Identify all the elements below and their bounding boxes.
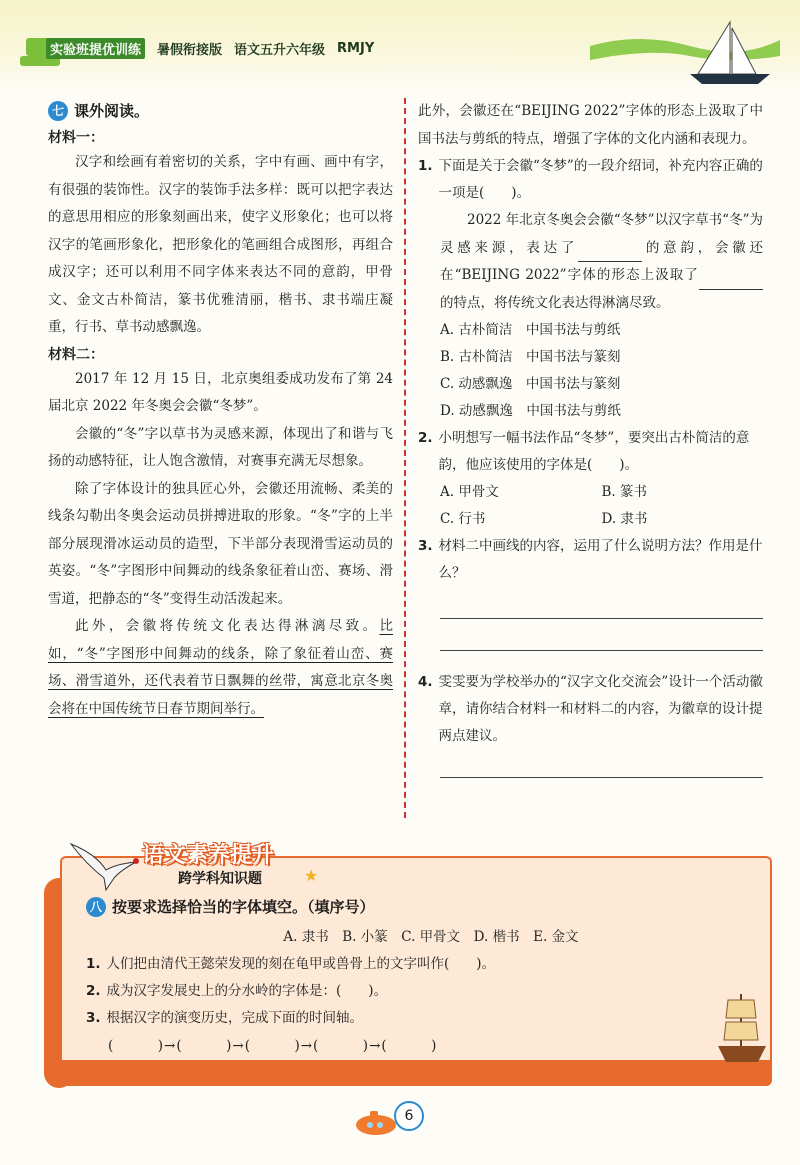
option-c[interactable]: C. 行书 xyxy=(440,511,486,527)
question-2-options xyxy=(418,479,763,533)
literacy-banner xyxy=(42,838,772,1088)
question-number: 1. xyxy=(418,158,433,174)
option-a[interactable]: A. 古朴简洁 中国书法与剪纸 xyxy=(440,322,621,338)
left-column xyxy=(48,100,393,723)
section-title: 按要求选择恰当的字体填空。（填序号） xyxy=(112,898,375,916)
right-column xyxy=(418,98,763,796)
series-brand: 实验班提优训练 xyxy=(46,38,145,59)
material-2-paragraph: 会徽的“冬”字以草书为灵感来源，体现出了和谐与飞扬的动感特征，让人饱含激情，对赛事充满无尽想象。 xyxy=(48,425,393,469)
fill-blank[interactable] xyxy=(699,274,763,290)
material-2-paragraph xyxy=(48,613,393,723)
sailboat-icon xyxy=(580,12,780,88)
question-3 xyxy=(86,1005,746,1032)
material-2-title: 材料二： xyxy=(48,346,104,363)
question-text: 成为汉字发展史上的分水岭的字体是：( )。 xyxy=(106,983,388,999)
header-title xyxy=(46,38,374,59)
question-stem: 雯雯要为学校举办的“汉字文化交流会”设计一个活动徽章，请你结合材料一和材料二的内容，为徽章的设计提两点建议。 xyxy=(438,674,763,744)
question-number: 2. xyxy=(418,430,433,446)
answer-line[interactable] xyxy=(440,637,763,651)
section-8 xyxy=(86,896,746,1060)
question-text: 根据汉字的演变历史，完成下面的时间轴。 xyxy=(106,1010,364,1026)
question-text: 人们把由清代王懿荣发现的刻在龟甲或兽骨上的文字叫作( )。 xyxy=(106,956,496,972)
question-4 xyxy=(418,669,763,750)
option-d[interactable]: D. 隶书 xyxy=(601,511,648,527)
material-2-paragraph: 2017 年 12 月 15 日，北京奥组委成功发布了第 24 届北京 2022 年冬奥会会徽“冬梦”。 xyxy=(48,370,393,414)
fill-blank[interactable] xyxy=(578,246,642,262)
question-2 xyxy=(418,425,763,479)
banner-bottom-edge xyxy=(60,1060,772,1086)
question-1 xyxy=(86,951,746,978)
star-icon: ★ xyxy=(304,866,319,885)
question-number: 3. xyxy=(418,538,433,554)
edition-label: 暑假衔接版 xyxy=(157,43,223,58)
option-c[interactable]: C. 动感飘逸 中国书法与篆刻 xyxy=(440,376,621,392)
underlined-passage: 比如，“冬”字图形中间舞动的线条，除了象征着山峦、赛场、滑雪道外，还代表着节日飘舞的丝带，寓意北京冬奥会将在中国传统节日春节期间举行。 xyxy=(48,618,393,717)
question-number: 4. xyxy=(418,674,433,690)
question-2 xyxy=(86,978,746,1005)
column-divider xyxy=(404,98,406,818)
crane-icon xyxy=(66,834,146,894)
question-1-passage xyxy=(418,207,763,317)
option-b[interactable]: B. 古朴简洁 中国书法与篆刻 xyxy=(440,349,621,365)
passage-text: 2022 年北京冬奥会会徽“冬梦”以汉字草书“冬”为灵感来源，表达了 xyxy=(440,212,763,256)
section-7-heading xyxy=(48,100,393,121)
material-1-text: 汉字和绘画有着密切的关系，字中有画、画中有字，有很强的装饰性。汉字的装饰手法多样：既可以把字表达的意思用相应的形象刻画出来，使字义形象化；也可以将汉字的笔画形象化，把形象化的笔画组合成图形，再组合成汉字；还可以利用不同字体来表达不同的意韵，甲骨文、金文古朴简洁，篆书优雅清丽，楷书、隶书端庄凝重，行书、草书动感飘逸。 xyxy=(48,154,393,335)
option-d[interactable]: D. 动感飘逸 中国书法与剪纸 xyxy=(440,403,621,419)
section-number-badge: 七 xyxy=(48,101,68,121)
question-stem: 材料二中画线的内容，运用了什么说明方法？作用是什么？ xyxy=(438,538,763,581)
material-2-paragraph: 除了字体设计的独具匠心外，会徽还用流畅、柔美的线条勾勒出冬奥会运动员拼搏进取的形象。“冬”字的上半部分展现滑冰运动员的造型，下半部分表现滑雪运动员的英姿。“冬”字图形中间舞动的线条象征着山峦、赛场、滑雪道，把静态的“冬”变得生动活泼起来。 xyxy=(48,480,393,607)
question-stem: 下面是关于会徽“冬梦”的一段介绍词，补充内容正确的一项是( )。 xyxy=(438,158,763,201)
passage-text: 的特点，将传统文化表达得淋漓尽致。 xyxy=(440,294,670,311)
submarine-icon xyxy=(352,1109,400,1137)
question-number: 1. xyxy=(86,956,101,972)
question-3 xyxy=(418,533,763,587)
question-number: 2. xyxy=(86,983,101,999)
grade-label: 语文五升六年级 xyxy=(234,43,326,58)
publisher-code: RMJY xyxy=(337,41,375,56)
passage-text: 的意韵，会徽还在“BEIJING 2022”字体的形态上汲取了 xyxy=(440,239,764,283)
question-1-options xyxy=(418,317,763,425)
page-number: 6 xyxy=(394,1101,424,1131)
option-b[interactable]: B. 篆书 xyxy=(601,484,648,500)
option-a[interactable]: A. 甲骨文 xyxy=(440,484,499,500)
banner-subtitle: 跨学科知识题 xyxy=(178,871,262,887)
paragraph-start: 此外，会徽将传统文化表达得淋漓尽致。 xyxy=(75,618,380,634)
section-number-badge: 八 xyxy=(86,897,106,917)
material-2-continued: 此外，会徽还在“BEIJING 2022”字体的形态上汲取了中国书法与剪纸的特点，增强了字体的文化内涵和表现力。 xyxy=(418,103,763,147)
sailing-ship-icon xyxy=(714,988,770,1068)
question-number: 3. xyxy=(86,1010,101,1026)
page-footer xyxy=(352,1095,452,1145)
answer-line[interactable] xyxy=(440,605,763,619)
section-8-heading xyxy=(86,896,746,917)
font-choices: A. 隶书 B. 小篆 C. 甲骨文 D. 楷书 E. 金文 xyxy=(283,929,579,945)
banner-title: 语文素养提升 xyxy=(142,843,275,868)
timeline-blanks[interactable]: ( )→( )→( )→( )→( ) xyxy=(108,1038,438,1054)
material-1-title: 材料一： xyxy=(48,130,104,146)
answer-line[interactable] xyxy=(440,764,763,778)
section-title: 课外阅读。 xyxy=(74,102,150,120)
question-stem: 小明想写一幅书法作品“冬梦”，要突出古朴简洁的意韵，他应该使用的字体是( )。 xyxy=(438,430,750,473)
question-1 xyxy=(418,153,763,207)
